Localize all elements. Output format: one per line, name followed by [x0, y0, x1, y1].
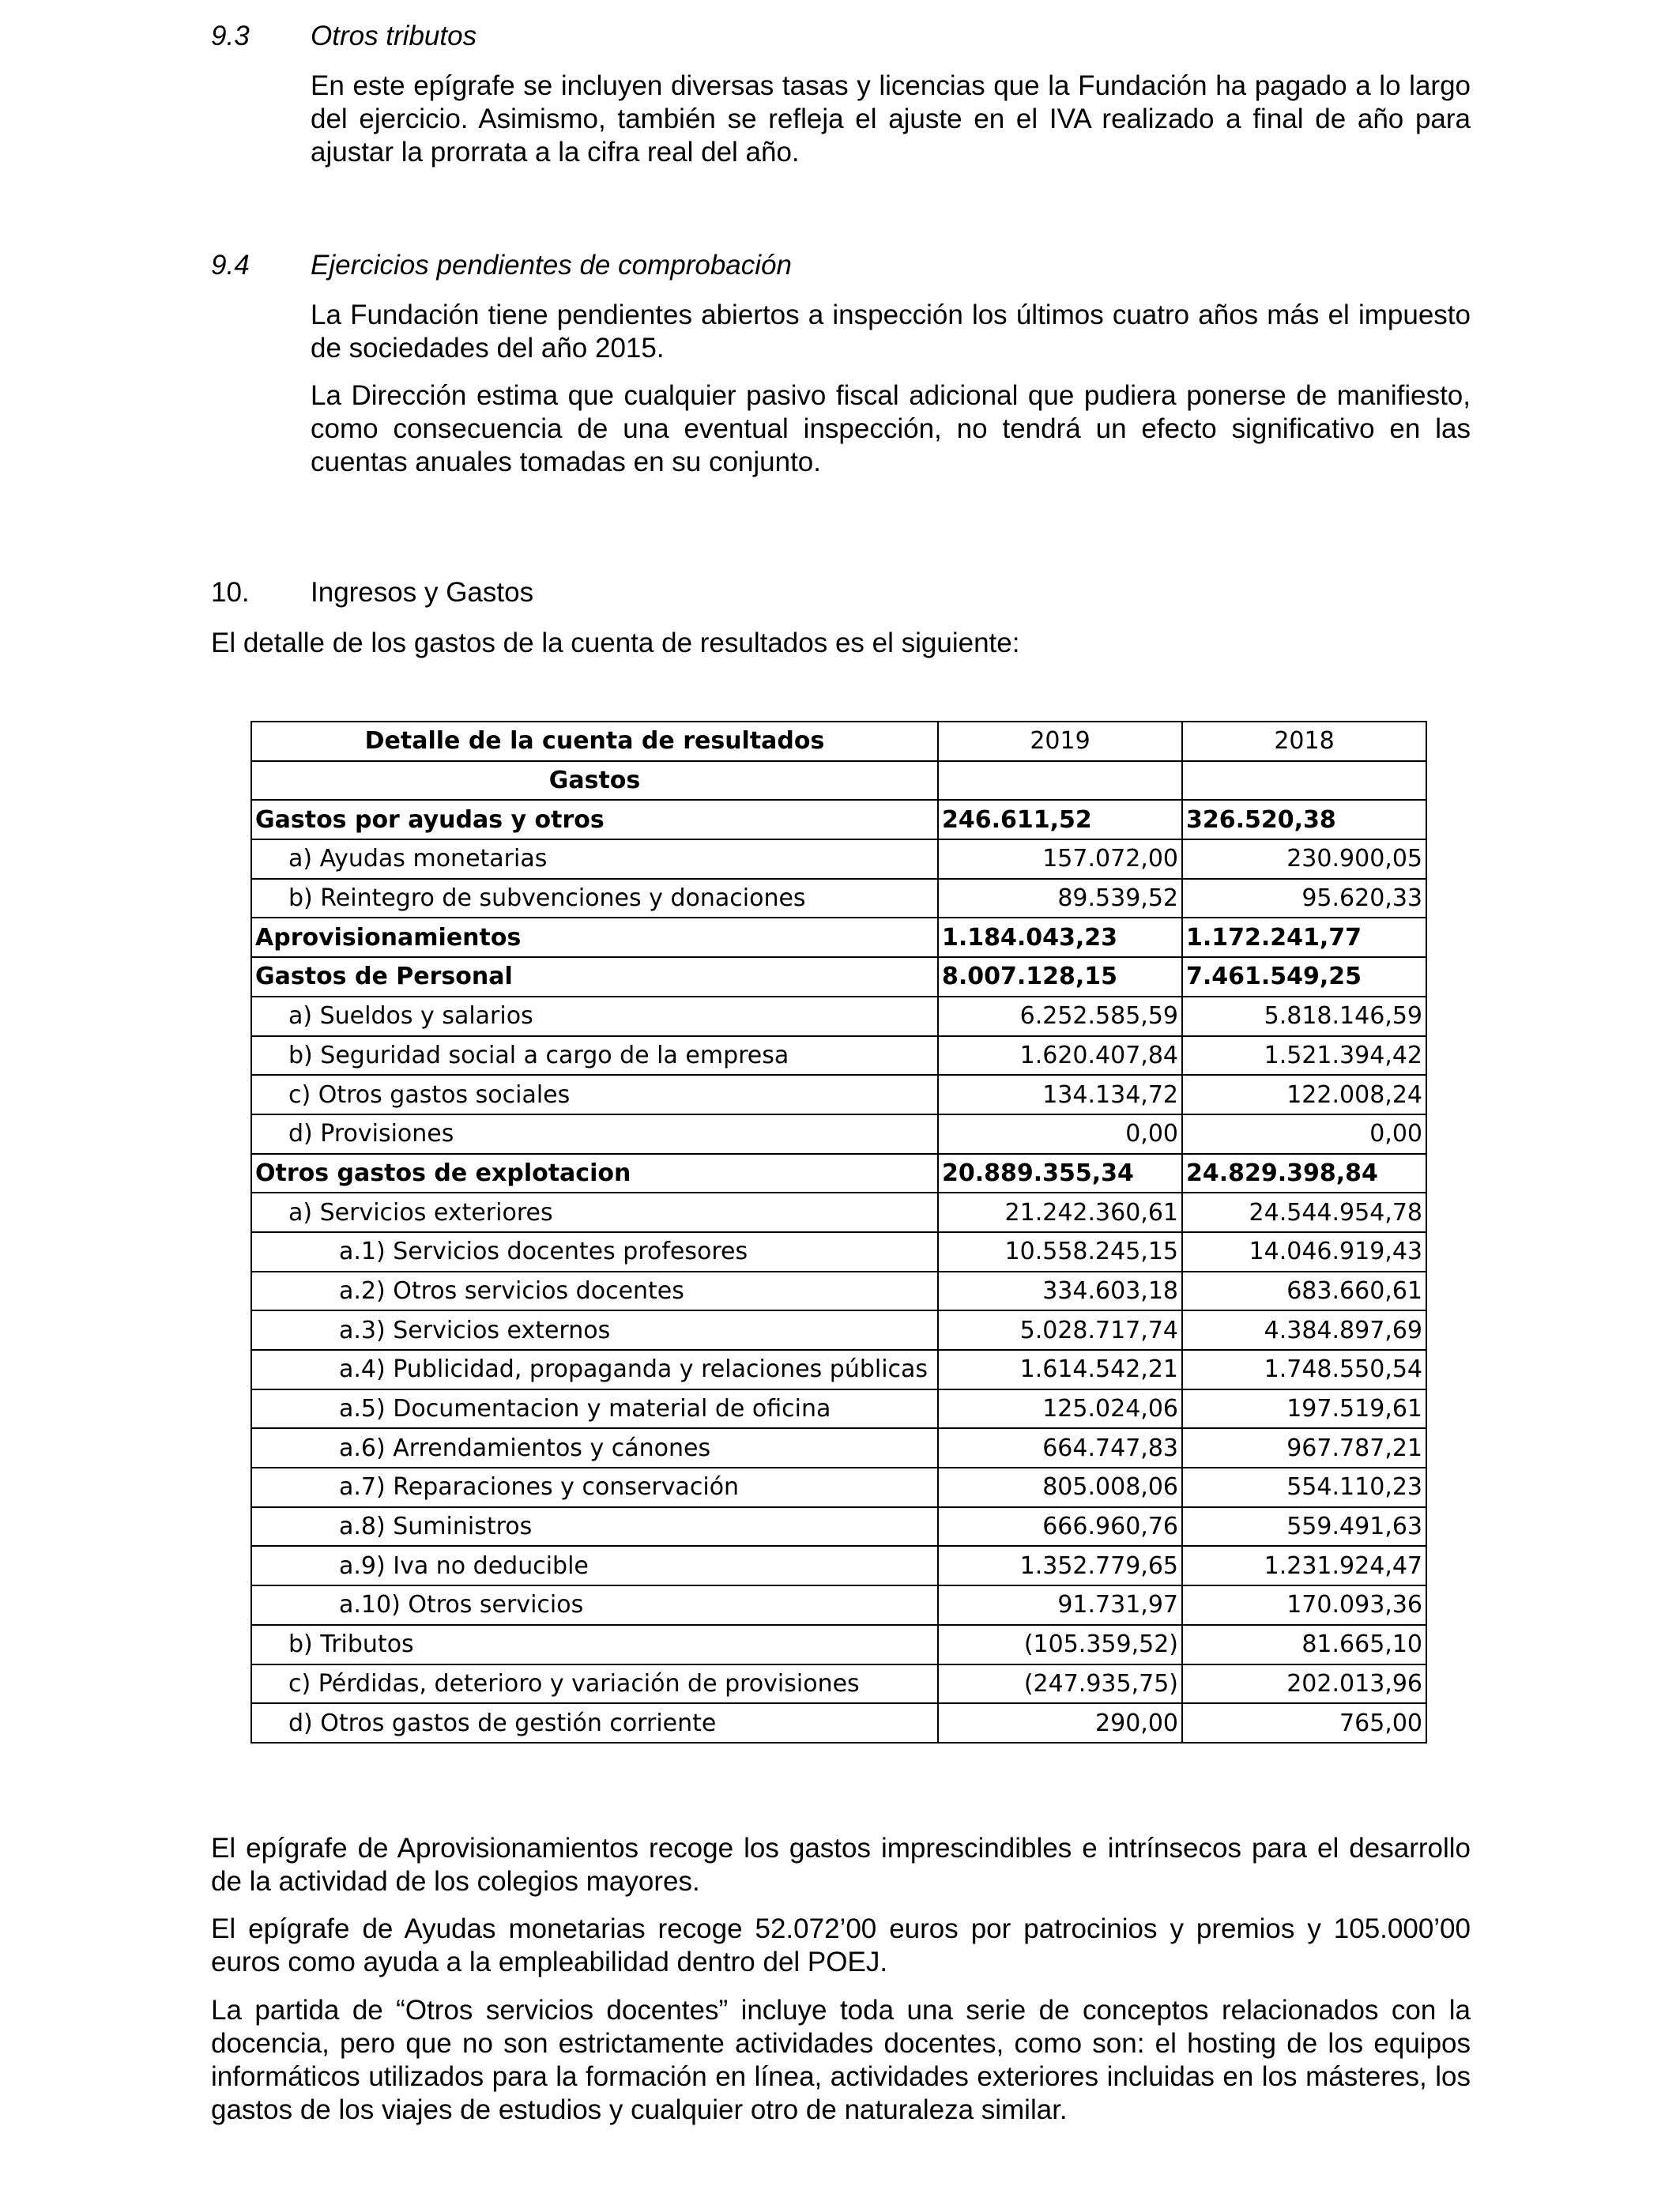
row-value-2018: 1.748.550,54	[1182, 1350, 1426, 1389]
row-value-2019: 134.134,72	[938, 1075, 1182, 1114]
table-row	[251, 879, 1426, 918]
row-value-2019: 334.603,18	[938, 1272, 1182, 1311]
section-number: 10.	[211, 577, 250, 608]
section-10-heading	[211, 576, 922, 609]
table-row	[251, 1625, 1426, 1664]
row-label: a.5) Documentacion y material de oficina	[251, 1389, 938, 1429]
row-value-2018: 24.829.398,84	[1182, 1154, 1426, 1193]
row-value-2019: 290,00	[938, 1703, 1182, 1743]
row-value-2019: 157.072,00	[938, 839, 1182, 879]
row-value-2018: 967.787,21	[1182, 1428, 1426, 1468]
subheader-empty-2019	[938, 761, 1182, 801]
row-value-2018: 326.520,38	[1182, 800, 1426, 839]
table-row	[251, 918, 1426, 957]
row-value-2018: 765,00	[1182, 1703, 1426, 1743]
row-label: a.8) Suministros	[251, 1507, 938, 1547]
table-row	[251, 1703, 1426, 1743]
row-value-2018: 24.544.954,78	[1182, 1193, 1426, 1232]
row-value-2018: 1.231.924,47	[1182, 1546, 1426, 1585]
table-row	[251, 800, 1426, 839]
row-label: Gastos por ayudas y otros	[251, 800, 938, 839]
section-title: Otros tributos	[311, 21, 477, 51]
row-value-2018: 14.046.919,43	[1182, 1232, 1426, 1272]
section-title: Ingresos y Gastos	[311, 577, 534, 608]
row-value-2019: 1.614.542,21	[938, 1350, 1182, 1389]
row-value-2019: 0,00	[938, 1114, 1182, 1154]
table-row	[251, 1585, 1426, 1625]
row-label: a.7) Reparaciones y conservación	[251, 1468, 938, 1507]
table-row	[251, 1546, 1426, 1585]
row-value-2018: 202.013,96	[1182, 1664, 1426, 1704]
row-value-2019: 666.960,76	[938, 1507, 1182, 1547]
row-value-2018: 1.172.241,77	[1182, 918, 1426, 957]
row-value-2019: (105.359,52)	[938, 1625, 1182, 1664]
section-9-4-heading	[211, 249, 1080, 282]
table-body	[251, 722, 1426, 1743]
row-value-2019: 20.889.355,34	[938, 1154, 1182, 1193]
row-value-2019: 1.352.779,65	[938, 1546, 1182, 1585]
table-row	[251, 1428, 1426, 1468]
row-value-2019: 246.611,52	[938, 800, 1182, 839]
table-row	[251, 1193, 1426, 1232]
row-value-2019: 8.007.128,15	[938, 957, 1182, 997]
subheader-label: Gastos	[251, 761, 938, 801]
table-row	[251, 1232, 1426, 1272]
section-title: Ejercicios pendientes de comprobación	[311, 250, 792, 281]
closing-paragraph-1: El epígrafe de Aprovisionamientos recoge los gastos imprescindibles e intrínsecos para el desarrollo de la actividad de los colegios mayores.	[211, 1833, 1471, 1897]
section-number: 9.4	[211, 250, 250, 281]
subheader-empty-2018	[1182, 761, 1426, 801]
table-row	[251, 1507, 1426, 1547]
row-value-2019: 1.184.043,23	[938, 918, 1182, 957]
row-value-2018: 230.900,05	[1182, 839, 1426, 879]
row-value-2018: 197.519,61	[1182, 1389, 1426, 1429]
row-label: c) Otros gastos sociales	[251, 1075, 938, 1114]
row-value-2018: 95.620,33	[1182, 879, 1426, 918]
row-value-2019: 91.731,97	[938, 1585, 1182, 1625]
row-value-2019: 1.620.407,84	[938, 1036, 1182, 1076]
table-row	[251, 1310, 1426, 1350]
table-row	[251, 957, 1426, 997]
section-9-3-heading	[211, 20, 922, 53]
row-value-2018: 554.110,23	[1182, 1468, 1426, 1507]
row-value-2019: 664.747,83	[938, 1428, 1182, 1468]
row-value-2019: 805.008,06	[938, 1468, 1182, 1507]
table-row	[251, 1664, 1426, 1704]
row-value-2018: 1.521.394,42	[1182, 1036, 1426, 1076]
row-label: d) Otros gastos de gestión corriente	[251, 1703, 938, 1743]
section-9-4-text-2: La Dirección estima que cualquier pasivo fiscal adicional que pudiera ponerse de manifiesto, como consecuencia de una eventual inspección, no tendrá un efecto significativo en las cuentas anuales tomadas en su conjunto.	[311, 380, 1471, 477]
row-label: a.1) Servicios docentes profesores	[251, 1232, 938, 1272]
row-value-2019: (247.935,75)	[938, 1664, 1182, 1704]
section-9-3-text: En este epígrafe se incluyen diversas tasas y licencias que la Fundación ha pagado a lo largo del ejercicio. Asimismo, también se refleja el ajuste en el IVA realizado a final de año para ajustar la prorrata a la cifra real del año.	[311, 70, 1471, 168]
row-value-2018: 122.008,24	[1182, 1075, 1426, 1114]
table-row	[251, 1468, 1426, 1507]
row-value-2018: 170.093,36	[1182, 1585, 1426, 1625]
row-label: b) Tributos	[251, 1625, 938, 1664]
row-label: d) Provisiones	[251, 1114, 938, 1154]
row-value-2019: 6.252.585,59	[938, 997, 1182, 1036]
row-value-2018: 683.660,61	[1182, 1272, 1426, 1311]
table-row	[251, 1272, 1426, 1311]
header-year-2019: 2019	[938, 722, 1182, 761]
row-label: c) Pérdidas, deterioro y variación de provisiones	[251, 1664, 938, 1704]
row-label: a) Sueldos y salarios	[251, 997, 938, 1036]
row-value-2019: 125.024,06	[938, 1389, 1182, 1429]
row-label: a.4) Publicidad, propaganda y relaciones públicas	[251, 1350, 938, 1389]
row-label: Otros gastos de explotacion	[251, 1154, 938, 1193]
row-label: a.6) Arrendamientos y cánones	[251, 1428, 938, 1468]
row-value-2019: 10.558.245,15	[938, 1232, 1182, 1272]
header-year-2018: 2018	[1182, 722, 1426, 761]
table-row	[251, 839, 1426, 879]
row-label: Aprovisionamientos	[251, 918, 938, 957]
row-value-2018: 5.818.146,59	[1182, 997, 1426, 1036]
table-row	[251, 1350, 1426, 1389]
row-value-2018: 4.384.897,69	[1182, 1310, 1426, 1350]
table-header-row	[251, 722, 1426, 761]
row-label: a.9) Iva no deducible	[251, 1546, 938, 1585]
row-label: a.10) Otros servicios	[251, 1585, 938, 1625]
row-value-2018: 559.491,63	[1182, 1507, 1426, 1547]
table-row	[251, 1114, 1426, 1154]
section-10-intro: El detalle de los gastos de la cuenta de resultados es el siguiente:	[211, 628, 1020, 658]
row-label: b) Reintegro de subvenciones y donaciones	[251, 879, 938, 918]
row-label: a) Servicios exteriores	[251, 1193, 938, 1232]
row-label: a) Ayudas monetarias	[251, 839, 938, 879]
table-subheader-row	[251, 761, 1426, 801]
section-number: 9.3	[211, 21, 250, 51]
table-row	[251, 1036, 1426, 1076]
table-row	[251, 1389, 1426, 1429]
expense-detail-table	[250, 721, 1427, 1744]
table-row	[251, 1075, 1426, 1114]
section-9-4-text-1: La Fundación tiene pendientes abiertos a inspección los últimos cuatro años más el impuesto de sociedades del año 2015.	[311, 300, 1471, 364]
row-label: b) Seguridad social a cargo de la empresa	[251, 1036, 938, 1076]
row-value-2019: 5.028.717,74	[938, 1310, 1182, 1350]
row-value-2018: 7.461.549,25	[1182, 957, 1426, 997]
table-row	[251, 1154, 1426, 1193]
row-label: a.2) Otros servicios docentes	[251, 1272, 938, 1311]
closing-paragraph-3: La partida de “Otros servicios docentes” incluye toda una serie de conceptos relacionados con la docencia, pero que no son estrictamente actividades docentes, como son: el hosting de los equipos informáticos utilizados para la formación en línea, actividades exteriores incluidas en los másteres, los gastos de los viajes de estudios y cualquier otro de naturaleza similar.	[211, 1995, 1471, 2125]
row-value-2018: 81.665,10	[1182, 1625, 1426, 1664]
row-value-2019: 89.539,52	[938, 879, 1182, 918]
row-value-2019: 21.242.360,61	[938, 1193, 1182, 1232]
row-value-2018: 0,00	[1182, 1114, 1426, 1154]
table-row	[251, 997, 1426, 1036]
row-label: Gastos de Personal	[251, 957, 938, 997]
header-label: Detalle de la cuenta de resultados	[251, 722, 938, 761]
row-label: a.3) Servicios externos	[251, 1310, 938, 1350]
closing-paragraph-2: El epígrafe de Ayudas monetarias recoge 52.072’00 euros por patrocinios y premios y 105.000’00 euros como ayuda a la empleabilidad dentro del POEJ.	[211, 1913, 1471, 1977]
